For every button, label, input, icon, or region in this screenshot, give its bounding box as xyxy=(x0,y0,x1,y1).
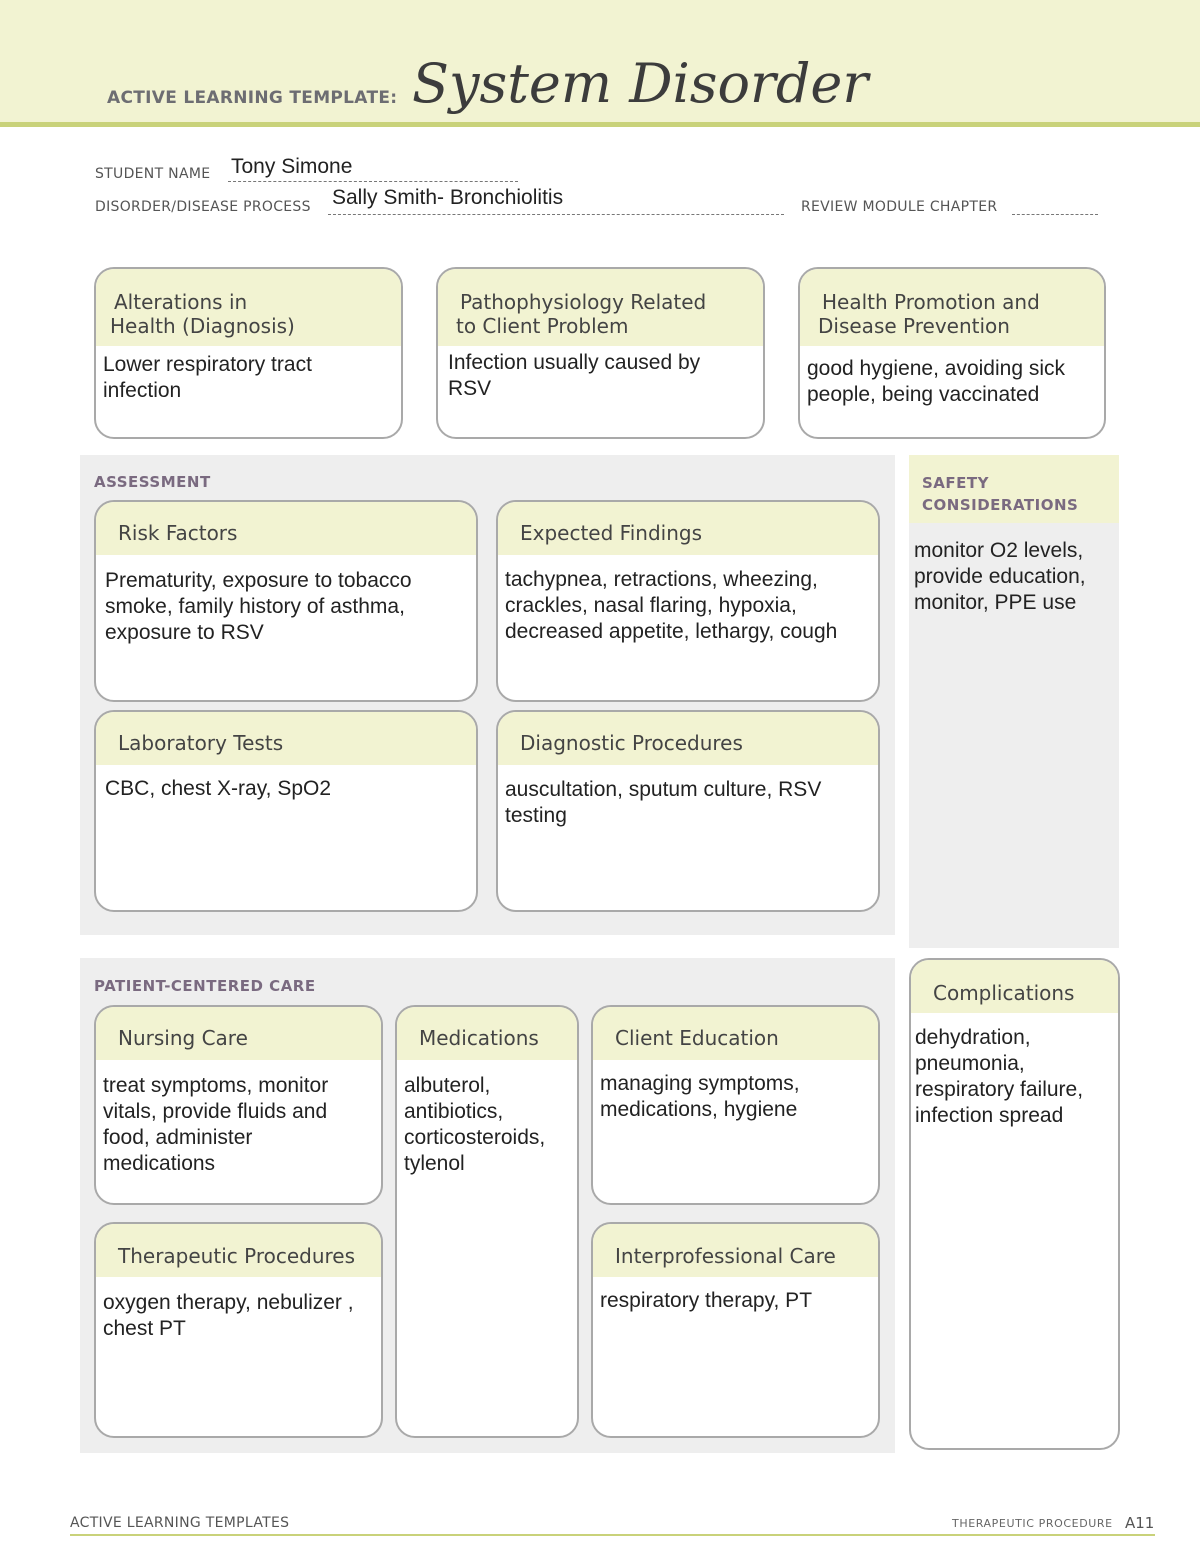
pathophysiology-title xyxy=(438,269,763,346)
alterations-title-line1: Alterations in xyxy=(114,290,248,314)
alterations-title-line2: Health (Diagnosis) xyxy=(110,314,295,338)
student-name-label: STUDENT NAME xyxy=(95,166,211,182)
client-education-box xyxy=(591,1005,880,1205)
risk-factors-content[interactable]: Prematurity, exposure to tobacco smoke, family history of asthma, exposure to RSV xyxy=(105,569,412,644)
interprofessional-care-title: Interprofessional Care xyxy=(593,1224,878,1277)
disorder-label: DISORDER/DISEASE PROCESS xyxy=(95,199,311,215)
therapeutic-procedures-content[interactable]: oxygen therapy, nebulizer , chest PT xyxy=(103,1291,354,1340)
disorder-line xyxy=(328,214,784,215)
page-number: A11 xyxy=(1125,1514,1155,1532)
expected-findings-box xyxy=(496,500,880,702)
pathophysiology-title-line1: Pathophysiology Related xyxy=(460,290,707,314)
therapeutic-procedures-title: Therapeutic Procedures xyxy=(96,1224,381,1277)
complications-title: Complications xyxy=(911,960,1118,1013)
laboratory-tests-title: Laboratory Tests xyxy=(96,712,476,765)
client-education-title: Client Education xyxy=(593,1007,878,1060)
footer-left: ACTIVE LEARNING TEMPLATES xyxy=(70,1515,290,1531)
complications-box xyxy=(909,958,1120,1450)
pathophysiology-title-line2: to Client Problem xyxy=(456,314,629,338)
laboratory-tests-content[interactable]: CBC, chest X-ray, SpO2 xyxy=(105,777,332,800)
medications-title: Medications xyxy=(397,1007,577,1060)
client-education-content[interactable]: managing symptoms, medications, hygiene xyxy=(600,1072,800,1121)
nursing-care-content[interactable]: treat symptoms, monitor vitals, provide fluids and food, administer medications xyxy=(103,1074,329,1175)
health-promotion-title xyxy=(800,269,1104,346)
disorder-field[interactable]: Sally Smith- Bronchiolitis xyxy=(332,186,564,209)
health-promotion-content[interactable]: good hygiene, avoiding sick people, being vaccinated xyxy=(807,357,1066,406)
health-promotion-title-line2: Disease Prevention xyxy=(818,314,1010,338)
diagnostic-procedures-box xyxy=(496,710,880,912)
therapeutic-procedures-box xyxy=(94,1222,383,1438)
interprofessional-care-box xyxy=(591,1222,880,1438)
student-name-line xyxy=(228,181,518,182)
pathophysiology-content[interactable]: Infection usually caused by RSV xyxy=(448,351,701,400)
health-promotion-title-line1: Health Promotion and xyxy=(822,290,1040,314)
safety-content[interactable]: monitor O2 levels, provide education, monitor, PPE use xyxy=(914,539,1086,614)
nursing-care-box xyxy=(94,1005,383,1205)
expected-findings-title: Expected Findings xyxy=(498,502,878,555)
review-module-field[interactable] xyxy=(1012,214,1098,215)
medications-box xyxy=(395,1005,579,1438)
header-divider xyxy=(0,122,1200,127)
laboratory-tests-box xyxy=(94,710,478,912)
pathophysiology-box xyxy=(436,267,765,439)
diagnostic-procedures-title: Diagnostic Procedures xyxy=(498,712,878,765)
safety-label-line1: SAFETY xyxy=(922,474,989,492)
nursing-care-title: Nursing Care xyxy=(96,1007,381,1060)
expected-findings-content[interactable]: tachypnea, retractions, wheezing, crackles, nasal flaring, hypoxia, decreased appetite, lethargy, cough xyxy=(505,568,838,643)
footer-right: THERAPEUTIC PROCEDURE xyxy=(952,1517,1113,1530)
assessment-label: ASSESSMENT xyxy=(94,473,211,491)
student-name-field[interactable]: Tony Simone xyxy=(231,155,353,178)
complications-content[interactable]: dehydration, pneumonia, respiratory failure, infection spread xyxy=(915,1026,1084,1127)
footer-divider xyxy=(70,1534,1155,1536)
risk-factors-box xyxy=(94,500,478,702)
alterations-title xyxy=(96,269,401,346)
diagnostic-procedures-content[interactable]: auscultation, sputum culture, RSV testing xyxy=(505,778,822,827)
safety-label-line2: CONSIDERATIONS xyxy=(922,496,1079,514)
patient-centered-care-label: PATIENT-CENTERED CARE xyxy=(94,977,316,995)
medications-content[interactable]: albuterol, antibiotics, corticosteroids, tylenol xyxy=(404,1074,546,1175)
health-promotion-box xyxy=(798,267,1106,439)
template-label: ACTIVE LEARNING TEMPLATE: xyxy=(107,88,398,108)
interprofessional-care-content[interactable]: respiratory therapy, PT xyxy=(600,1289,813,1312)
page-title: System Disorder xyxy=(412,52,869,115)
alterations-box xyxy=(94,267,403,439)
review-module-label: REVIEW MODULE CHAPTER xyxy=(801,199,998,215)
alterations-content[interactable]: Lower respiratory tract infection xyxy=(103,353,312,402)
safety-column xyxy=(909,455,1119,948)
safety-label xyxy=(922,472,1078,516)
risk-factors-title: Risk Factors xyxy=(96,502,476,555)
